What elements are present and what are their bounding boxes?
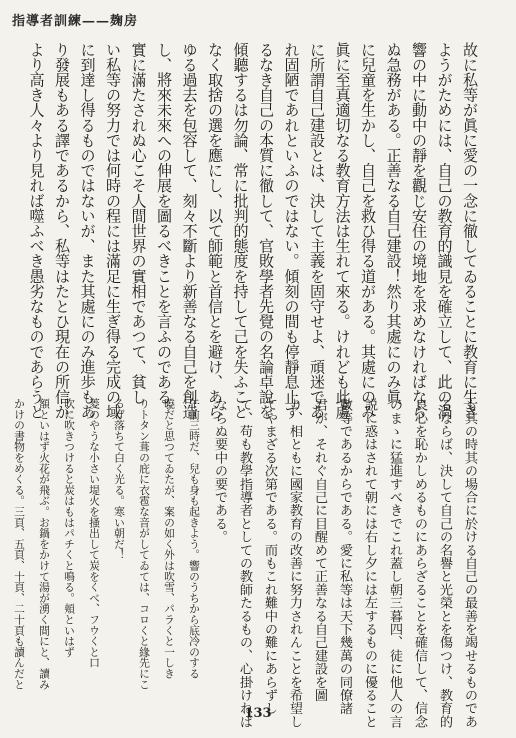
running-head: 指導者訓練——麹房 xyxy=(12,14,139,29)
text-line: 數等であるからである。愛に私等は天下幾萬の同僚諸 xyxy=(337,398,352,715)
text-line: てやまざる次第である。而もこれ難中の難にあらずし xyxy=(262,398,277,715)
text-line: に所謂自己建設とは、決して主義を固守せよ、頑迷であ xyxy=(308,42,326,420)
text-line: も其の時其の場合に於ける自己の最善を竭せるものであ xyxy=(462,398,477,728)
text-line: るなき自己の本質に徹して、官敗學者先覺の名論卓說を xyxy=(257,42,275,420)
text-line: ならぬ要中の要である。 xyxy=(212,398,227,544)
text-line: 實に滿たされぬ心こそ人間世界の實相であつて、貧し xyxy=(129,42,148,405)
text-line: 良心を恥かしめるものにあらざることを確信して、信念 xyxy=(412,398,427,728)
upper-text-block xyxy=(22,42,482,420)
text-line: 響の中に動中の靜を觀じ安住の境地を求めなければなら xyxy=(410,42,428,420)
text-line: い私等の努力では何時の程には滿足に生ぎ得る完成の域 xyxy=(104,42,122,420)
text-line: 菱のやうな小さい堤火を掻出して炭をくべ、フウくと口 xyxy=(88,398,101,668)
text-line: なく取捨の選を應にし、以て師範と首信とを避け、あら xyxy=(206,42,224,420)
text-line: りトタン葺の庇に衣雹な音がしてゐては、コロくと緣先にこ xyxy=(138,398,151,690)
text-line: れ固陋であれといふのではない。傾刻の間も停靜息止す xyxy=(282,42,301,420)
text-line: ゆる過去を包容して、刻々不斷より新善なる自己を創造 xyxy=(180,42,199,420)
text-line: て、苟も教學指導者としての教師たるもの、心掛けねば xyxy=(237,398,252,728)
text-line: 故に私等が眞に愛の一念に徹してゐることに教育に生き xyxy=(461,42,479,420)
text-line: ようがためには、自己の教育的識見を確立して、此の渦 xyxy=(435,42,454,420)
text-line: ろげ落ちて白く光る。寒い朝だ！ xyxy=(113,398,126,560)
text-line: り發展もある譯であるから、私等はたとひ現在の所信が xyxy=(53,42,71,420)
text-line: ぬ急務がある。正善なる自己建設！然り其處にのみ眞 xyxy=(384,42,403,405)
text-line: 午前三時だ、兒も身も起きよう。響のうちから底冷のする xyxy=(188,398,201,679)
text-line: 曉だと思つてゐたが、案の如く外は吹雪、パラくと一しき xyxy=(163,398,176,679)
text-line: に到達し得るものではないが、また其處にのみ進歩もあ xyxy=(78,42,97,420)
text-line: るならば、決して自己の名譽と光榮とを傷つけ、教育的 xyxy=(437,398,452,728)
text-line: 傾聽するは勿論、常に批判的態度を持して己を失ふこと xyxy=(231,42,250,420)
text-line: 君が、それぐ自己に目醒めて正善なる自己建設を圖 xyxy=(312,398,327,702)
text-line: し、將來未來への伸展を圖るべきことを言ふのである。 xyxy=(155,42,173,420)
text-line: より高き人々より見れば噬ふべき愚劣なものであらうと xyxy=(27,42,46,420)
text-line: かけの書物をめくる。三頁、五頁、十頁、二十頁も讀んだと xyxy=(13,398,26,690)
text-line: 説に惑はされて朝には右し夕には左するものに優ること xyxy=(362,398,377,728)
text-line: 吹に吹きつけると炭はもはパチくと鳴る。頬といはず xyxy=(63,398,76,658)
page-number: 133 xyxy=(244,706,272,721)
text-line: 額といはず火花が飛ぶ。お鍋をかけて湯が湧く間にと、讀み xyxy=(38,398,51,690)
text-line: に兒童を生かし、自己を救ひ得る道がある。其處にのみ xyxy=(359,42,377,420)
text-line: のまゝに猛進すべきでこれ蓋し朝三暮四、徒に他人の言 xyxy=(387,398,402,728)
text-line: 眞に至真適切なる教育方法は生れて來る。けれども此處 xyxy=(333,42,352,420)
text-line: り、相ともに國家教育の改善に努力されんことを希望し xyxy=(287,398,302,728)
